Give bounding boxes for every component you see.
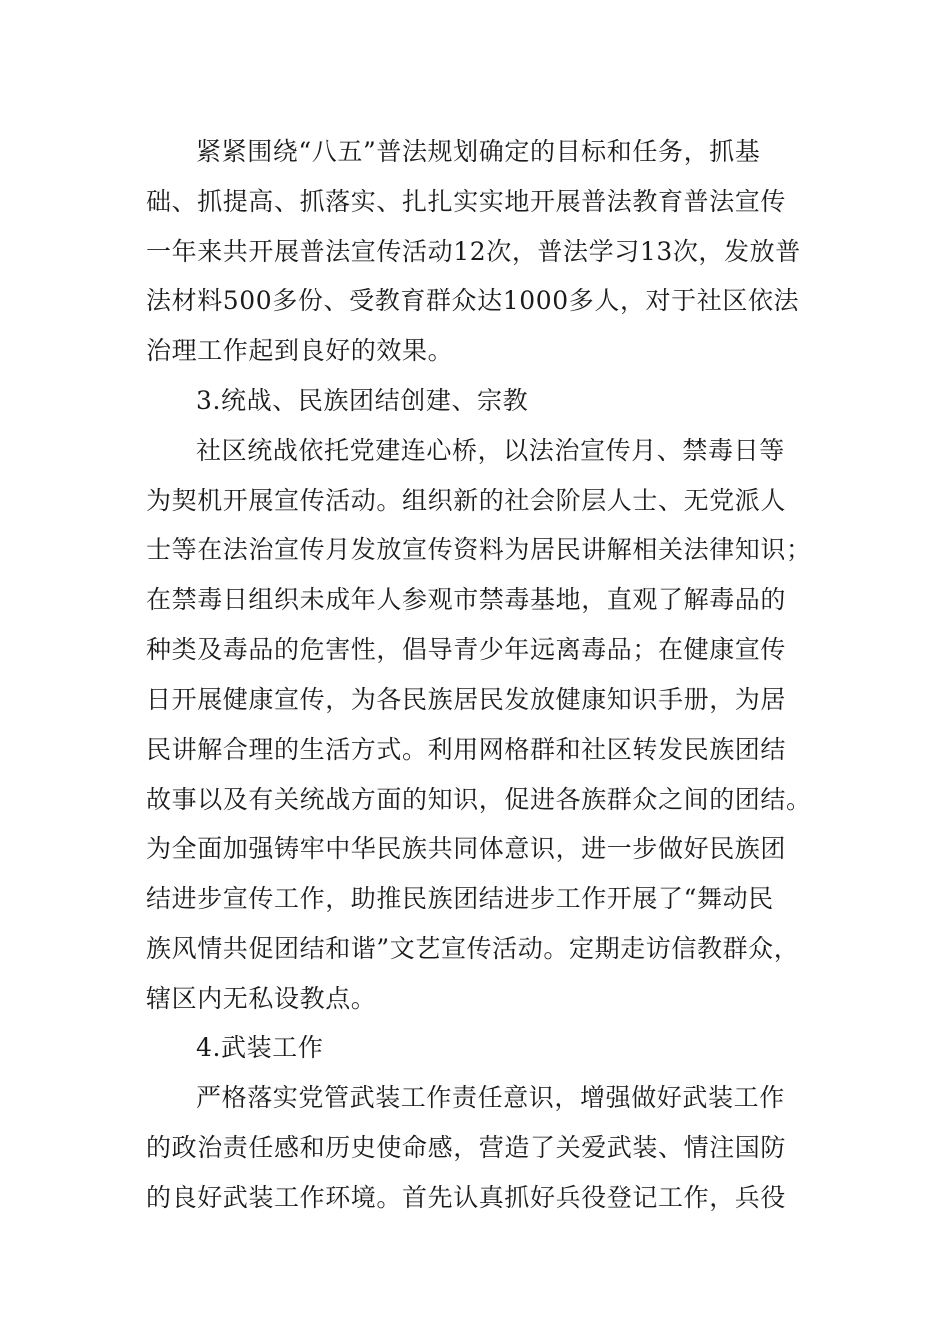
paragraph-line: 在禁毒日组织未成年人参观市禁毒基地，直观了解毒品的 xyxy=(146,585,787,614)
paragraph-line: 紧紧围绕“八五”普法规划确定的目标和任务，抓基 xyxy=(196,137,761,166)
paragraph-line: 础、抓提高、抓落实、扎扎实实地开展普法教育普法宣传 xyxy=(146,187,787,216)
paragraph-line: 法材料500多份、受教育群众达1000多人，对于社区依法 xyxy=(146,286,800,315)
section-heading: 3.统战、民族团结创建、宗教 xyxy=(196,386,529,415)
paragraph-line: 治理工作起到良好的效果。 xyxy=(146,336,454,365)
paragraph-line: 士等在法治宣传月发放宣传资料为居民讲解相关法律知识； xyxy=(146,535,812,564)
paragraph-line: 的政治责任感和历史使命感，营造了关爱武装、情注国防 xyxy=(146,1133,787,1162)
paragraph-line: 严格落实党管武装工作责任意识，增强做好武装工作 xyxy=(196,1083,785,1112)
paragraph-line: 日开展健康宣传，为各民族居民发放健康知识手册，为居 xyxy=(146,685,787,714)
paragraph-line: 一年来共开展普法宣传活动12次，普法学习13次，发放普 xyxy=(146,237,801,266)
paragraph-line: 辖区内无私设教点。 xyxy=(146,984,377,1013)
paragraph-line: 族风情共促团结和谐”文艺宣传活动。定期走访信教群众， xyxy=(146,934,800,963)
paragraph-line: 故事以及有关统战方面的知识，促进各族群众之间的团结。 xyxy=(146,785,812,814)
paragraph-line: 民讲解合理的生活方式。利用网格群和社区转发民族团结 xyxy=(146,735,787,764)
paragraph-line: 为全面加强铸牢中华民族共同体意识，进一步做好民族团 xyxy=(146,834,787,863)
paragraph-line: 结进步宣传工作，助推民族团结进步工作开展了“舞动民 xyxy=(146,884,774,913)
paragraph-line: 的良好武装工作环境。首先认真抓好兵役登记工作，兵役 xyxy=(146,1183,787,1212)
paragraph-line: 为契机开展宣传活动。组织新的社会阶层人士、无党派人 xyxy=(146,486,787,515)
paragraph-line: 社区统战依托党建连心桥，以法治宣传月、禁毒日等 xyxy=(196,436,785,465)
section-heading: 4.武装工作 xyxy=(196,1033,324,1062)
paragraph-line: 种类及毒品的危害性，倡导青少年远离毒品；在健康宣传 xyxy=(146,635,787,664)
